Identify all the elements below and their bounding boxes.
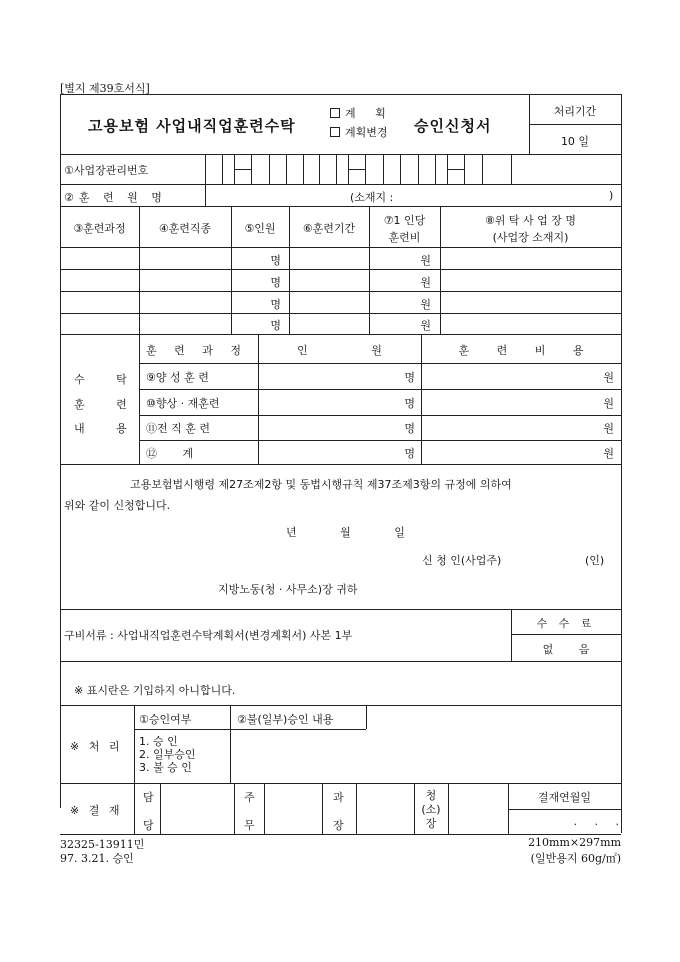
approver-2-top: 주 — [244, 791, 255, 804]
summary-item-cost: 원 — [603, 422, 614, 435]
approver-3-bottom: 장 — [333, 819, 344, 832]
summary-item-label: ⑩향상 · 재훈련 — [146, 397, 220, 410]
summary-item-label: ⑨양 성 훈 련 — [146, 371, 209, 384]
summary-item-people: 명 — [404, 447, 415, 460]
declaration-line-2: 위와 같이 신청합니다. — [64, 499, 171, 512]
col-entrust-sub: (사업장 소재지) — [492, 231, 569, 244]
applicant-label: 신 청 인(사업주) — [422, 554, 502, 567]
declaration-line-1: 고용보험법시행령 제27조제2항 및 동법시행규칙 제37조제3항의 규정에 의하여 — [130, 478, 512, 491]
approver-1-top: 담 — [143, 791, 154, 804]
summary-item-cost: 원 — [603, 447, 614, 460]
rejection-content-label: ②불(일부)승인 내용 — [237, 713, 334, 726]
footer-paper: (일반용지 60g/㎡) — [530, 852, 621, 865]
processing-label: ※ 처 리 — [70, 740, 120, 753]
col-period: ⑥훈련기간 — [302, 222, 356, 235]
approver-1-bottom: 당 — [143, 819, 154, 832]
summary-total-label: ⑫ 계 — [146, 447, 194, 460]
col-course: ③훈련과정 — [73, 222, 126, 235]
approval-status-label: ①승인여부 — [139, 713, 192, 726]
col-occupation: ④훈련직종 — [158, 222, 212, 235]
training-site-label: ②훈 련 원 명 — [64, 191, 167, 204]
approver-2-bottom: 무 — [244, 819, 255, 832]
approver-4-bottom: 장 — [425, 817, 437, 830]
processing-period-value: 10 일 — [560, 135, 590, 148]
summary-head-people: 인 원 — [297, 344, 382, 357]
business-number-label: ①사업장관리번호 — [64, 164, 149, 177]
addressee: 지방노동(청 · 사무소)장 귀하 — [218, 583, 358, 596]
option-approve[interactable]: 1. 승 인 — [139, 735, 178, 748]
approval-options[interactable] — [139, 735, 196, 774]
fee-label: 수 수 료 — [536, 617, 596, 630]
approver-4-mid: (소) — [421, 803, 441, 816]
seal-mark: (인) — [585, 554, 605, 567]
summary-side-2: 훈 련 — [74, 398, 141, 411]
footer-size: 210mm×297mm — [528, 836, 621, 849]
form-title-left: 고용보험 사업내직업훈련수탁 — [88, 117, 296, 135]
form-reference: [별지 제39호서식] — [60, 82, 150, 95]
approver-4-top: 청 — [425, 789, 437, 802]
summary-item-label: ⑪전 직 훈 련 — [146, 422, 210, 435]
col-people: ⑤인원 — [244, 222, 276, 235]
summary-item-cost: 원 — [603, 397, 614, 410]
location-close: ) — [609, 189, 614, 202]
declaration-date[interactable]: 년 월 일 — [286, 526, 405, 539]
col-cost-per-person: ⑦1 인당 — [383, 214, 426, 227]
footer-approved: 97. 3.21. 승인 — [60, 852, 134, 865]
footer-code: 32325-13911민 — [60, 838, 145, 851]
required-documents: 구비서류 : 사업내직업훈련수탁계획서(변경계획서) 사본 1부 — [64, 629, 353, 642]
summary-item-people: 명 — [404, 371, 415, 384]
summary-head-cost: 훈 련 비 용 — [458, 344, 596, 357]
business-number-boxes[interactable] — [205, 154, 511, 184]
note-text: ※ 표시란은 기입하지 아니합니다. — [74, 684, 236, 697]
option-reject[interactable]: 3. 불 승 인 — [139, 761, 192, 774]
option-plan[interactable]: 계 획 — [330, 105, 394, 121]
summary-side-3: 내 용 — [74, 422, 141, 435]
col-entrust: ⑧위 탁 사 업 장 명 — [484, 214, 577, 227]
option-change[interactable]: 계획변경 — [330, 124, 388, 140]
option-partial[interactable]: 2. 일부승인 — [139, 748, 196, 761]
approval-date-label: 결재연월일 — [537, 791, 592, 804]
summary-head-course: 훈 련 과 정 — [146, 344, 248, 357]
form-title-right: 승인신청서 — [414, 117, 492, 135]
approver-3-top: 과 — [333, 791, 344, 804]
checkbox-icon — [330, 108, 340, 118]
fee-value: 없 음 — [542, 643, 590, 656]
summary-side-1: 수 탁 — [74, 373, 141, 386]
checkbox-icon — [330, 127, 340, 137]
approval-label: ※ 결 재 — [70, 804, 120, 817]
summary-item-people: 명 — [404, 397, 415, 410]
col-cost-per-person-sub: 훈련비 — [388, 231, 421, 244]
location-label: (소재지 : — [350, 191, 394, 204]
processing-period-label: 처리기간 — [553, 105, 597, 118]
approval-date-value[interactable]: . . . — [573, 815, 619, 828]
summary-item-people: 명 — [404, 422, 415, 435]
summary-item-cost: 원 — [603, 371, 614, 384]
